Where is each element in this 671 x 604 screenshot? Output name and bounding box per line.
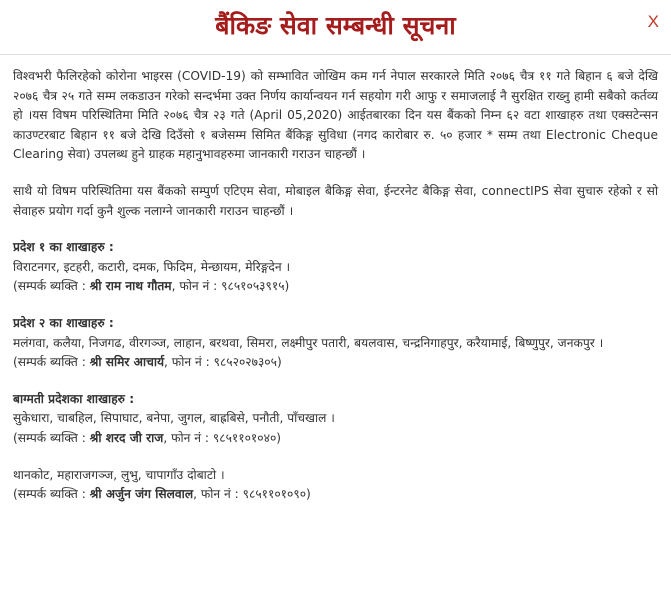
branch-list: सुकेधारा, चाबहिल, सिपाघाट, बनेपा, जुगल, बाह्रबिसे, पनौती, पाँचखाल । (13, 411, 335, 426)
contact-person: श्री अर्जुन जंग सिलवाल (89, 487, 194, 502)
branch-section-province-1 (13, 238, 658, 297)
contact-prefix: (सम्पर्क ब्यक्ति : (13, 430, 90, 445)
contact-prefix: (सम्पर्क ब्यक्ति : (13, 487, 90, 502)
section-heading: प्रदेश १ का शाखाहरु : (13, 240, 114, 255)
close-button[interactable]: X (647, 12, 659, 31)
section-heading: प्रदेश २ का शाखाहरु : (13, 315, 114, 330)
contact-line (13, 485, 658, 505)
contact-person: श्री शरद जी राज (89, 430, 164, 445)
branch-list: मलंगवा, कलैया, निजगढ, वीरगञ्ज, लाहान, बरथवा, सिमरा, लक्ष्मीपुर पतारी, बयलवास, चन्द्रनिगाहपुर, करैयामाई, बिष्णुपुर, जनकपुर । (13, 335, 604, 350)
modal-header (0, 0, 671, 55)
contact-phone: , फोन नं : ९८५२०२७३०५) (164, 355, 282, 370)
contact-line (13, 429, 658, 449)
contact-phone: , फोन नं : ९८५११०१०४०) (163, 430, 282, 445)
contact-phone: , फोन नं : ९८५११०१०९०) (193, 487, 311, 502)
contact-line (13, 353, 658, 373)
branch-section-bagmati (13, 390, 658, 449)
intro-paragraph: विश्वभरी फैलिरहेको कोरोना भाइरस (COVID-19) को सम्भावित जोखिम कम गर्न नेपाल सरकारले मिति २०७६ चैत्र ११ गते बिहान ६ बजे देखि २०७६ चैत्र २५ गते सम्म लकडाउन गरेको सन्दर्भमा उक्त निर्णय कार्यान्वयन गर्न सहयोग गरी आफु र समाजलाई नै सुरक्षित राख्नु हामी सबैको कर्तव्य हो ।यस विषम परिस्थितिमा मिति २०७६ चैत्र २३ गते (April 05,2020) आईतबारका दिन यस बैंकको निम्न ६२ वटा शाखाहरु तथा एक्सटेन्सन काउण्टरबाट बिहान ११ बजे देखि दिउँसो १ बजेसम्म सिमित बैंकिङ्ग सुविधा (नगद कारोबार रु. ५० हजार * सम्म तथा Electronic Cheque Clearing सेवा) उपलब्ध हुने ग्राहक महानुभावहरुमा जानकारी गराउन चाहन्छौं । (13, 69, 658, 162)
branch-section-bagmati-2 (13, 466, 658, 505)
contact-prefix: (सम्पर्क ब्यक्ति : (13, 355, 90, 370)
modal-body (0, 55, 671, 505)
contact-phone: , फोन नं : ९८५१०५३९१५) (171, 279, 290, 294)
contact-line (13, 277, 658, 297)
branch-section-province-2 (13, 314, 658, 373)
services-paragraph: साथै यो विषम परिस्थितिमा यस बैंकको सम्पुर्ण एटिएम सेवा, मोबाइल बैकिङ्ग सेवा, ईन्टरनेट बैकिङ्ग सेवा, connectIPS सेवा सुचारु रहेको र सो सेवाहरु प्रयोग गर्दा कुनै शुल्क नलाग्ने जानकारी गराउन चाहन्छौं । (13, 183, 658, 218)
contact-prefix: (सम्पर्क ब्यक्ति : (13, 279, 90, 294)
branch-list: विराटनगर, इटहरी, कटारी, दमक, फिदिम, मेन्छायम, मेरिङ्गदेन । (13, 259, 291, 274)
branch-list: थानकोट, महाराजगञ्ज, लुभु, चापागाँउ दोबाटो । (13, 467, 225, 482)
contact-person: श्री राम नाथ गौतम (89, 279, 172, 294)
contact-person: श्री समिर आचार्य (89, 355, 165, 370)
section-heading: बाग्मती प्रदेशका शाखाहरु : (13, 391, 135, 406)
modal-title: बैंकिङ सेवा सम्बन्धी सूचना (215, 11, 456, 40)
